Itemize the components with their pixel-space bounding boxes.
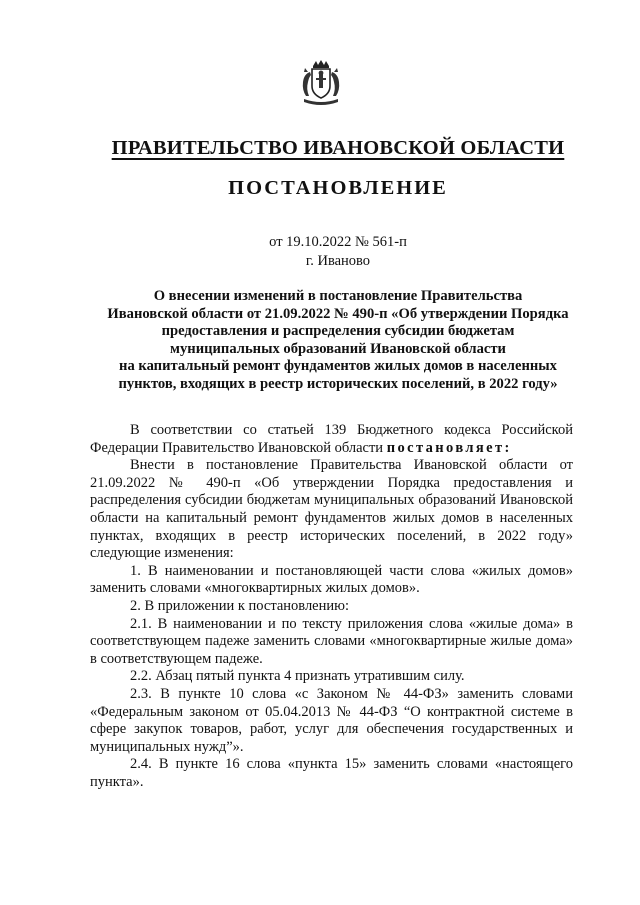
heading-line: на капитальный ремонт фундаментов жилых домов в населенных: [119, 358, 557, 375]
heading-line: пунктов, входящих в реестр исторических поселений, в 2022 году»: [118, 375, 558, 392]
coat-of-arms-icon: [296, 58, 346, 108]
list-item: 2.1. В наименовании и по тексту приложения слова «жилые дома» в соответствующем падеже заменить словами «многоквартирные жилые дома» в соответствующем падеже.: [90, 615, 573, 667]
document-city: г. Иваново: [305, 253, 371, 269]
list-item: 2.4. В пункте 16 слова «пункта 15» заменить словами «настоящего пункта».: [90, 756, 573, 790]
list-item: 2.2. Абзац пятый пункта 4 признать утратившим силу.: [130, 668, 465, 685]
heading-line: О внесении изменений в постановление Правительства: [153, 288, 523, 304]
document-date-number: от 19.10.2022 № 561-п: [269, 234, 407, 250]
list-item: 2.3. В пункте 10 слова «с Законом № 44-ФЗ» заменить словами «Федеральным законом от 05.04.2013 № 44-ФЗ “О контрактной системе в сфере закупок товаров, работ, услуг для обеспечения государственных и муниципальных нужд”».: [90, 685, 573, 755]
document-body: [90, 422, 573, 791]
heading-line: муниципальных образований Ивановской области: [170, 340, 506, 357]
document-type: ПОСТАНОВЛЕНИЕ: [228, 177, 448, 199]
list-item: 1. В наименовании и постановляющей части слова «жилых домов» заменить словами «многоквартирных жилых домов».: [90, 562, 573, 597]
heading-line: предоставления и распределения субсидии бюджетам: [161, 323, 515, 340]
resolves-verb: постановляет:: [386, 439, 512, 456]
document-heading: [80, 288, 596, 394]
intro-text: В соответствии со статьей 139 Бюджетного кодекса Российской Федерации Правительство Ивановской области: [90, 422, 573, 456]
intro-paragraph: [90, 422, 573, 457]
government-title: ПРАВИТЕЛЬСТВО ИВАНОВСКОЙ ОБЛАСТИ: [111, 137, 565, 159]
main-paragraph: Внести в постановление Правительства Ивановской области от 21.09.2022 № 490-п «Об утверждении Порядка предоставления и распределения субсидии бюджетам муниципальных образований Ивановской области на капитальный ремонт фундаментов жилых домов в населенных пунктах, входящих в реестр исторических поселений, в 2022 году» следующие изменения:: [90, 457, 573, 562]
heading-line: Ивановской области от 21.09.2022 № 490-п «Об утверждении Порядка: [107, 305, 569, 322]
list-item: 2. В приложении к постановлению:: [130, 597, 350, 614]
